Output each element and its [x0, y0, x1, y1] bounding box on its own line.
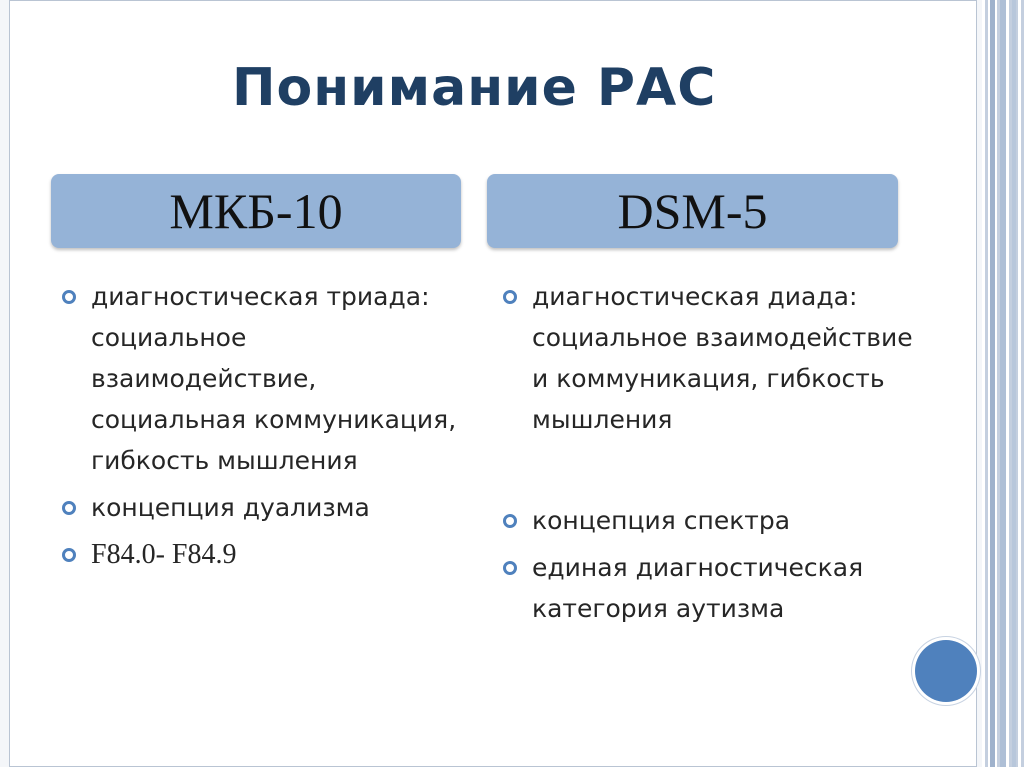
- list-item-text: F84.0- F84.9: [91, 539, 237, 570]
- list-item-text: диагностическая триада: социальное взаимодействие, социальная коммуникация, гибкость мышления: [91, 282, 457, 475]
- list-item-text: концепция спектра: [532, 506, 791, 535]
- header-icd10: МКБ-10: [51, 174, 461, 248]
- list-item: [62, 487, 462, 528]
- list-item-text: единая диагностическая категория аутизма: [532, 553, 864, 623]
- page-title: Понимание РАС: [232, 58, 717, 118]
- right-column: [503, 276, 923, 629]
- list-item: [62, 534, 462, 575]
- bullet-icon: [62, 290, 76, 304]
- header-dsm5: DSM-5: [487, 174, 898, 248]
- list-item: [503, 500, 923, 541]
- bullet-icon: [62, 548, 76, 562]
- bullet-icon: [62, 501, 76, 515]
- decorative-circle: [915, 640, 977, 702]
- list-item: [503, 276, 923, 440]
- list-item: [503, 547, 923, 629]
- bullet-icon: [503, 514, 517, 528]
- left-column: [62, 276, 462, 575]
- decorative-stripes: [982, 0, 1024, 767]
- list-item-text: диагностическая диада: социальное взаимодействие и коммуникация, гибкость мышления: [532, 282, 913, 434]
- bullet-icon: [503, 561, 517, 575]
- list-item-text: концепция дуализма: [91, 493, 370, 522]
- list-item: [62, 276, 462, 481]
- bullet-icon: [503, 290, 517, 304]
